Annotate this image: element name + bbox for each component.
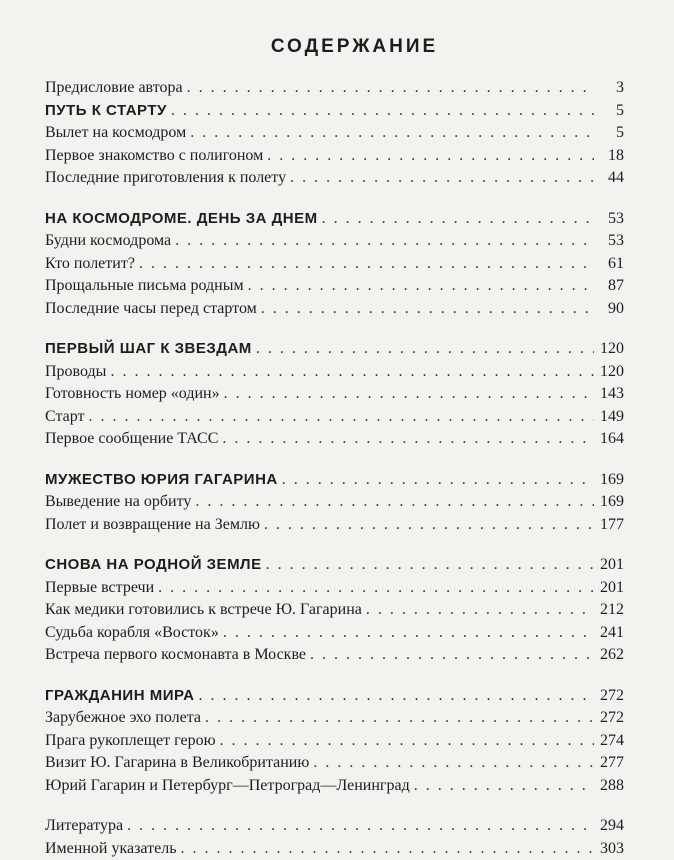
dot-leader [158, 577, 594, 600]
dot-leader [313, 752, 594, 775]
toc-entry-title: ПУТЬ К СТАРТУ [45, 100, 167, 123]
toc-page-number: 18 [598, 145, 624, 168]
dot-leader [139, 253, 594, 276]
toc-entry-title: Прага рукоплещет герою [45, 730, 216, 753]
dot-leader [310, 644, 594, 667]
toc-entry-title: Вылет на космодром [45, 122, 186, 145]
dot-leader [248, 275, 594, 298]
toc-page-number: 3 [598, 77, 624, 100]
toc-entry [45, 730, 624, 753]
dot-leader [205, 707, 594, 730]
toc-entry [45, 167, 624, 190]
toc-page-number: 201 [598, 554, 624, 577]
toc-entry-title: ГРАЖДАНИН МИРА [45, 685, 195, 708]
toc-entry-title: Первое знакомство с полигоном [45, 145, 263, 168]
toc-entry [45, 838, 624, 860]
dot-leader [175, 230, 594, 253]
toc-entry [45, 644, 624, 667]
toc-entry [45, 622, 624, 645]
toc-section [45, 685, 624, 798]
toc-entry [45, 775, 624, 798]
toc-page-number: 241 [598, 622, 624, 645]
toc-section [45, 208, 624, 321]
toc-entry [45, 361, 624, 384]
toc-chapter-heading [45, 469, 624, 492]
toc-entry [45, 428, 624, 451]
toc-page-number: 262 [598, 644, 624, 667]
toc-page-number: 90 [598, 298, 624, 321]
toc-page-number: 53 [598, 230, 624, 253]
toc-entry-title: Предисловие автора [45, 77, 183, 100]
toc-entry [45, 815, 624, 838]
dot-leader [322, 208, 594, 231]
toc-entry [45, 275, 624, 298]
toc-section [45, 77, 624, 190]
toc-entry [45, 514, 624, 537]
toc-entry [45, 145, 624, 168]
toc-entry-title: Выведение на орбиту [45, 491, 191, 514]
toc-entry-title: Полет и возвращение на Землю [45, 514, 260, 537]
toc-page-number: 272 [598, 707, 624, 730]
toc-chapter-heading [45, 338, 624, 361]
dot-leader [266, 554, 594, 577]
dot-leader [414, 775, 594, 798]
toc-entry-title: Литература [45, 815, 123, 838]
toc-entry [45, 298, 624, 321]
toc-chapter-heading [45, 208, 624, 231]
dot-leader [282, 469, 594, 492]
toc-entry-title: Судьба корабля «Восток» [45, 622, 219, 645]
toc-entry [45, 599, 624, 622]
dot-leader [195, 491, 594, 514]
toc-page-number: 44 [598, 167, 624, 190]
toc-entry-title: НА КОСМОДРОМЕ. ДЕНЬ ЗА ДНЕМ [45, 208, 318, 231]
toc-section [45, 338, 624, 451]
toc-page-number: 5 [598, 100, 624, 123]
toc-entry-title: Старт [45, 406, 85, 429]
toc-entry-title: Первое сообщение ТАСС [45, 428, 218, 451]
toc-section [45, 815, 624, 860]
toc-entry [45, 406, 624, 429]
dot-leader [264, 514, 594, 537]
dot-leader [180, 838, 594, 860]
toc-entry-title: Последние приготовления к полету [45, 167, 286, 190]
toc-entry-title: Проводы [45, 361, 106, 384]
toc-entry-title: Последние часы перед стартом [45, 298, 257, 321]
toc-page-number: 169 [598, 469, 624, 492]
dot-leader [223, 622, 594, 645]
toc-entry-title: Как медики готовились к встрече Ю. Гагарина [45, 599, 362, 622]
toc-entry [45, 253, 624, 276]
dot-leader [199, 685, 594, 708]
toc-entry-title: Будни космодрома [45, 230, 171, 253]
toc-page-number: 120 [598, 338, 624, 361]
dot-leader [110, 361, 594, 384]
toc-page-number: 274 [598, 730, 624, 753]
toc-entry [45, 77, 624, 100]
toc-entry-title: Визит Ю. Гагарина в Великобританию [45, 752, 309, 775]
dot-leader [224, 383, 594, 406]
dot-leader [256, 338, 594, 361]
toc-entry-title: МУЖЕСТВО ЮРИЯ ГАГАРИНА [45, 469, 278, 492]
dot-leader [222, 428, 594, 451]
toc-entry-title: ПЕРВЫЙ ШАГ К ЗВЕЗДАМ [45, 338, 252, 361]
toc-section [45, 469, 624, 537]
toc-page-number: 277 [598, 752, 624, 775]
toc-page-number: 201 [598, 577, 624, 600]
toc-page-number: 143 [598, 383, 624, 406]
toc-chapter-heading [45, 554, 624, 577]
dot-leader [267, 145, 594, 168]
dot-leader [290, 167, 594, 190]
dot-leader [220, 730, 594, 753]
toc-entry [45, 577, 624, 600]
toc-entry [45, 491, 624, 514]
toc-entry [45, 707, 624, 730]
toc-entry [45, 383, 624, 406]
toc-entry [45, 752, 624, 775]
toc-section [45, 554, 624, 667]
toc-page-number: 294 [598, 815, 624, 838]
dot-leader [261, 298, 594, 321]
toc-page-number: 177 [598, 514, 624, 537]
toc-entry-title: Кто полетит? [45, 253, 135, 276]
toc-page-number: 303 [598, 838, 624, 860]
table-of-contents [45, 77, 624, 860]
toc-entry-title: Юрий Гагарин и Петербург—Петроград—Ленинград [45, 775, 410, 798]
dot-leader [366, 599, 594, 622]
dot-leader [187, 77, 594, 100]
toc-page-number: 120 [598, 361, 624, 384]
toc-entry-title: Прощальные письма родным [45, 275, 244, 298]
toc-page-number: 5 [598, 122, 624, 145]
toc-page-number: 149 [598, 406, 624, 429]
toc-entry-title: Именной указатель [45, 838, 176, 860]
toc-page-number: 272 [598, 685, 624, 708]
toc-page-number: 288 [598, 775, 624, 798]
toc-entry-title: Первые встречи [45, 577, 154, 600]
dot-leader [89, 406, 594, 429]
toc-entry-title: СНОВА НА РОДНОЙ ЗЕМЛЕ [45, 554, 262, 577]
toc-entry [45, 122, 624, 145]
dot-leader [190, 122, 594, 145]
toc-page-number: 61 [598, 253, 624, 276]
toc-page-number: 164 [598, 428, 624, 451]
toc-chapter-heading [45, 100, 624, 123]
toc-page-number: 87 [598, 275, 624, 298]
toc-entry-title: Готовность номер «один» [45, 383, 220, 406]
toc-entry-title: Зарубежное эхо полета [45, 707, 201, 730]
toc-page-number: 169 [598, 491, 624, 514]
toc-chapter-heading [45, 685, 624, 708]
toc-page-number: 212 [598, 599, 624, 622]
dot-leader [127, 815, 594, 838]
toc-entry-title: Встреча первого космонавта в Москве [45, 644, 306, 667]
page-title: СОДЕРЖАНИЕ [45, 36, 624, 58]
dot-leader [171, 100, 594, 123]
toc-page-number: 53 [598, 208, 624, 231]
toc-entry [45, 230, 624, 253]
